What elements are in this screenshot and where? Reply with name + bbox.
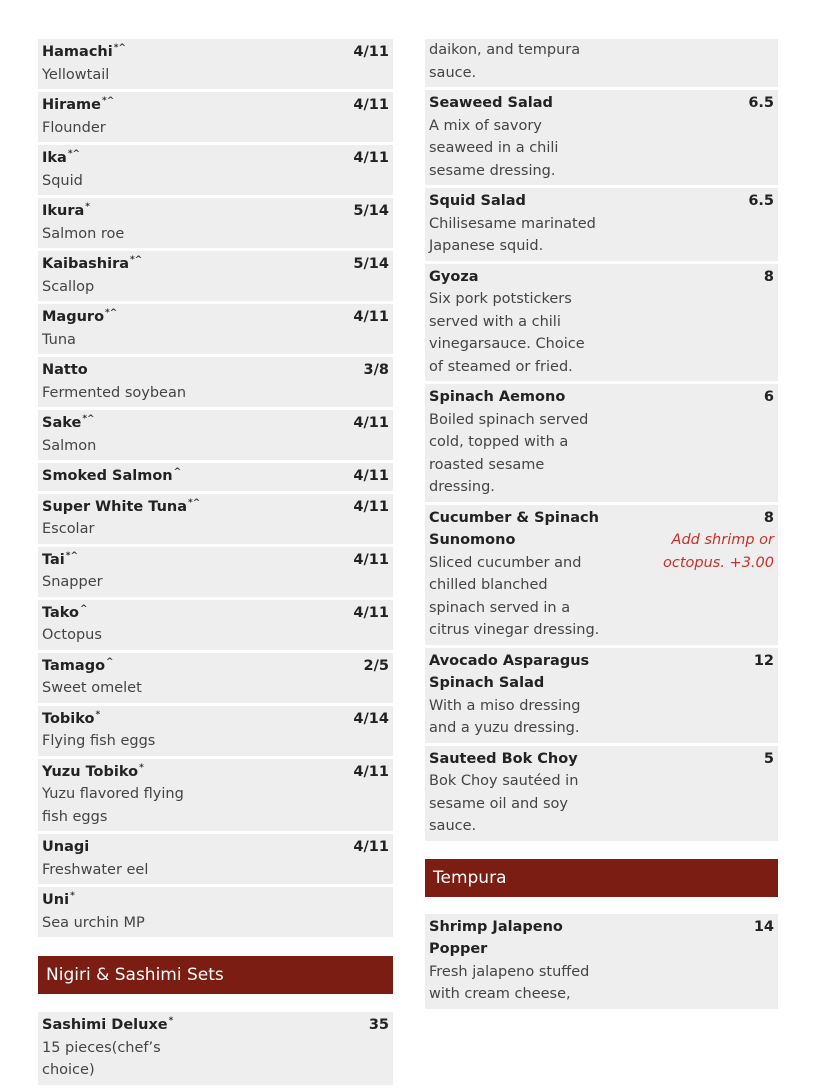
menu-item-body <box>429 748 774 838</box>
menu-item-name: Tamago <box>42 657 106 674</box>
menu-item-body <box>429 507 774 642</box>
menu-item-description: Yellowtail <box>42 66 110 83</box>
menu-item-header <box>42 496 389 519</box>
menu-item <box>425 264 778 382</box>
menu-item-title <box>42 761 144 784</box>
menu-item-description: Salmon roe <box>42 225 125 242</box>
continued-text: daikon, and tempura sauce. <box>429 42 581 81</box>
menu-item-title <box>42 412 95 435</box>
menu-item-text <box>429 748 601 838</box>
menu-item-description: With a miso dressing and a yuzu dressing. <box>429 697 581 736</box>
menu-item-name: Uni <box>42 892 70 908</box>
menu-item-price-block <box>764 386 774 499</box>
menu-item-text <box>429 190 601 258</box>
menu-item-description: Tuna <box>42 331 76 348</box>
menu-item <box>38 410 393 460</box>
menu-item-description: Sliced cucumber and chilled blanched spinach served in a citrus vinegar dressing. <box>429 554 600 638</box>
menu-item-price-block <box>748 92 774 182</box>
tempura-list <box>425 914 778 1009</box>
menu-item-title <box>42 359 88 382</box>
menu-item <box>38 1012 393 1085</box>
nigiri-list <box>38 39 393 937</box>
menu-item-addon: Add shrimp or octopus. +3.00 <box>662 532 774 571</box>
menu-item-price: 4/11 <box>353 97 389 113</box>
menu-item-body <box>429 916 774 1006</box>
menu-item-description: Scallop <box>42 278 95 295</box>
menu-item-header <box>42 708 389 731</box>
menu-item-price: 4/11 <box>353 309 389 325</box>
menu-item-name: Sauteed Bok Choy <box>429 750 578 767</box>
menu-item-name: Kaibashira <box>42 256 130 272</box>
menu-item-marks: ^ <box>80 603 88 614</box>
menu-item-description: Snapper <box>42 574 103 590</box>
menu-item-price-block <box>656 507 774 642</box>
menu-item-header <box>42 602 389 625</box>
menu-item-description: A mix of savory seaweed in a chili sesame dressing. <box>429 117 559 179</box>
menu-item-description: Octopus <box>42 627 102 643</box>
menu-item-name: Smoked Salmon <box>42 468 173 484</box>
menu-item-price: 8 <box>763 268 774 285</box>
menu-item-name: Cucumber & Spinach Sunomono <box>429 509 599 548</box>
menu-item-body <box>429 650 774 740</box>
menu-item-header <box>42 41 389 64</box>
menu-item <box>425 90 778 185</box>
menu-item-description: Freshwater eel <box>42 861 149 878</box>
menu-item-text <box>429 92 601 182</box>
menu-item <box>38 357 393 407</box>
menu-item-title <box>42 655 114 678</box>
menu-item-title <box>42 306 117 329</box>
menu-item-marks: ^ <box>106 656 114 667</box>
menu-item <box>38 198 393 248</box>
menu-item-name: Shrimp Jalapeno Popper <box>429 918 563 957</box>
menu-item-marks: *^ <box>113 43 126 54</box>
sets-list <box>38 1012 393 1085</box>
menu-item <box>38 600 393 650</box>
menu-item <box>425 914 778 1009</box>
menu-item-description: Six pork potstickers served with a chili vinegarsauce. Choice of steamed or fried. <box>429 291 585 375</box>
menu-item-header <box>42 761 389 784</box>
menu-item-title <box>42 836 89 859</box>
menu-item <box>38 92 393 142</box>
menu-item-text <box>429 916 601 1006</box>
menu-item-title <box>42 602 88 625</box>
menu-item-title <box>42 496 200 519</box>
menu-item-body <box>429 92 774 182</box>
menu-item-marks: *^ <box>130 255 143 266</box>
menu-item-title <box>42 465 181 488</box>
menu-item-description: Squid <box>42 172 83 189</box>
menu-item-marks: *^ <box>67 149 81 160</box>
menu-item-name: Tako <box>42 604 80 621</box>
menu-item-name: Yuzu Tobiko <box>42 763 139 780</box>
section-header-sets: Nigiri & Sashimi Sets <box>38 956 393 994</box>
menu-item <box>38 304 393 354</box>
menu-item-body <box>429 190 774 258</box>
menu-item-description: Flounder <box>42 119 106 136</box>
menu-item-price: 4/11 <box>353 44 389 60</box>
menu-item-name: Hamachi <box>42 44 113 60</box>
menu-item-text <box>429 386 601 499</box>
menu-item-price: 4/11 <box>353 468 389 484</box>
menu-item-name: Unagi <box>42 839 90 855</box>
menu-item-price: 12 <box>753 652 774 669</box>
menu-item-description: 15 pieces(chef’s choice) <box>42 1039 161 1078</box>
menu-item-marks: *^ <box>65 550 79 561</box>
menu-item-title <box>42 94 114 117</box>
menu-item-marks: *^ <box>188 497 201 508</box>
menu-item-header <box>42 94 389 117</box>
menu-item-description: Sweet omelet <box>42 680 142 696</box>
menu-item-description: Escolar <box>42 521 95 537</box>
menu-item-name: Squid Salad <box>429 193 526 209</box>
menu-item-title <box>42 549 78 572</box>
menu-item-price: 2/5 <box>363 657 389 674</box>
menu-item-name: Super White Tuna <box>42 498 188 515</box>
menu-item-price: 4/11 <box>353 839 389 855</box>
menu-item-name: Seaweed Salad <box>429 95 553 111</box>
menu-item-price: 5/14 <box>353 203 389 219</box>
menu-item-name: Hirame <box>42 97 101 113</box>
menu-item-description: Boiled spinach served cold, topped with a roasted sesame dressing. <box>429 411 589 495</box>
menu-item-price: 4/11 <box>353 604 389 621</box>
menu-item-header <box>42 253 389 276</box>
menu-item-header <box>42 359 389 382</box>
menu-item <box>425 505 778 645</box>
menu-item <box>38 547 393 597</box>
menu-item-title <box>42 147 80 170</box>
menu-item-description: Fermented soybean <box>42 384 187 401</box>
menu-item-price: 6.5 <box>748 193 774 209</box>
menu-item-price: 6.5 <box>748 95 774 111</box>
menu-item-name: Ika <box>42 150 67 166</box>
menu-item-title <box>42 889 75 912</box>
menu-item-header <box>42 412 389 435</box>
menu-item-marks: *^ <box>82 414 95 425</box>
appetizer-list <box>425 90 778 841</box>
menu-item-price: 4/11 <box>353 551 389 568</box>
menu-item-marks: ^ <box>173 467 182 478</box>
menu-item-price-block <box>764 748 774 838</box>
menu-item-marks: * <box>95 709 101 720</box>
menu-item <box>38 39 393 89</box>
menu-item-marks: *^ <box>101 96 115 107</box>
menu-item-title <box>42 1014 173 1037</box>
menu-item-header <box>42 200 389 223</box>
menu-item-price: 8 <box>763 509 774 526</box>
menu-item-marks: * <box>139 762 144 773</box>
menu-item-title <box>42 41 126 64</box>
menu-item <box>38 463 393 491</box>
menu-item <box>38 834 393 884</box>
menu-item-name: Sake <box>42 415 82 431</box>
menu-item-price: 4/11 <box>353 150 389 166</box>
menu-item-text <box>429 650 601 740</box>
menu-item-description: Yuzu flavored flying fish eggs <box>42 786 184 825</box>
menu-item-title <box>42 200 90 223</box>
menu-item-price: 4/11 <box>353 498 389 515</box>
left-column <box>38 39 393 1088</box>
menu-item-marks: * <box>85 202 91 213</box>
menu-item-header <box>42 836 389 859</box>
menu-item <box>425 384 778 502</box>
menu-item-description: Sea urchin MP <box>42 914 145 931</box>
menu-item-marks: * <box>168 1016 174 1027</box>
menu-item-description: Bok Choy sautéed in sesame oil and soy sauce. <box>429 773 579 834</box>
menu-item-name: Avocado Asparagus Spinach Salad <box>429 652 590 691</box>
menu-item-price-block <box>754 650 774 740</box>
menu-item-title <box>42 253 142 276</box>
menu-item <box>425 188 778 261</box>
menu-item-header <box>42 655 389 678</box>
menu-item-price: 14 <box>753 918 774 935</box>
menu-item-header <box>42 147 389 170</box>
menu-item <box>38 706 393 756</box>
right-column <box>425 39 778 1012</box>
menu-item-price: 5 <box>763 750 774 767</box>
menu-item-description: Fresh jalapeno stuffed with cream cheese, <box>429 963 590 1002</box>
section-header-tempura: Tempura <box>425 859 778 897</box>
menu-item-body <box>429 386 774 499</box>
menu-item <box>38 494 393 544</box>
menu-item-header <box>42 306 389 329</box>
menu-item-description: Flying fish eggs <box>42 733 156 749</box>
menu-item-price-block <box>754 916 774 1006</box>
menu-item-name: Sashimi Deluxe <box>42 1017 168 1033</box>
menu-item-name: Tai <box>42 551 65 568</box>
menu-item-text <box>429 507 601 642</box>
menu-item <box>38 759 393 832</box>
menu-item-header <box>42 889 389 912</box>
menu-item-marks: * <box>70 891 75 902</box>
menu-item-header <box>42 465 389 488</box>
menu-item-name: Ikura <box>42 203 85 219</box>
menu-item-description: Chilisesame marinated Japanese squid. <box>429 215 596 254</box>
menu-item-price: 3/8 <box>363 362 389 378</box>
menu-item-text <box>429 266 601 379</box>
menu-item <box>38 145 393 195</box>
continued-description <box>425 39 778 87</box>
menu-item-marks: *^ <box>105 308 118 319</box>
menu-item-name: Spinach Aemono <box>429 389 566 405</box>
menu-item-name: Tobiko <box>42 710 95 727</box>
menu-item-name: Maguro <box>42 309 105 325</box>
menu-item-price-block <box>764 266 774 379</box>
menu-item <box>38 887 393 937</box>
menu-item-price: 4/11 <box>353 415 389 431</box>
menu-item-header <box>42 549 389 572</box>
menu-item-body <box>429 266 774 379</box>
menu-item <box>425 648 778 743</box>
menu-item-price-block <box>748 190 774 258</box>
menu-item-price: 4/14 <box>353 710 389 727</box>
menu-item-price: 4/11 <box>353 763 389 780</box>
menu-item-price: 35 <box>368 1017 389 1033</box>
menu-item-description: Salmon <box>42 437 97 454</box>
menu-item <box>38 251 393 301</box>
menu-item <box>425 746 778 841</box>
menu-item-price: 5/14 <box>353 256 389 272</box>
menu-item-title <box>42 708 100 731</box>
menu-item <box>38 653 393 703</box>
menu-item-price: 6 <box>763 389 774 405</box>
menu-item-header <box>42 1014 389 1037</box>
menu-item-name: Gyoza <box>429 268 479 285</box>
menu-item-name: Natto <box>42 362 88 378</box>
